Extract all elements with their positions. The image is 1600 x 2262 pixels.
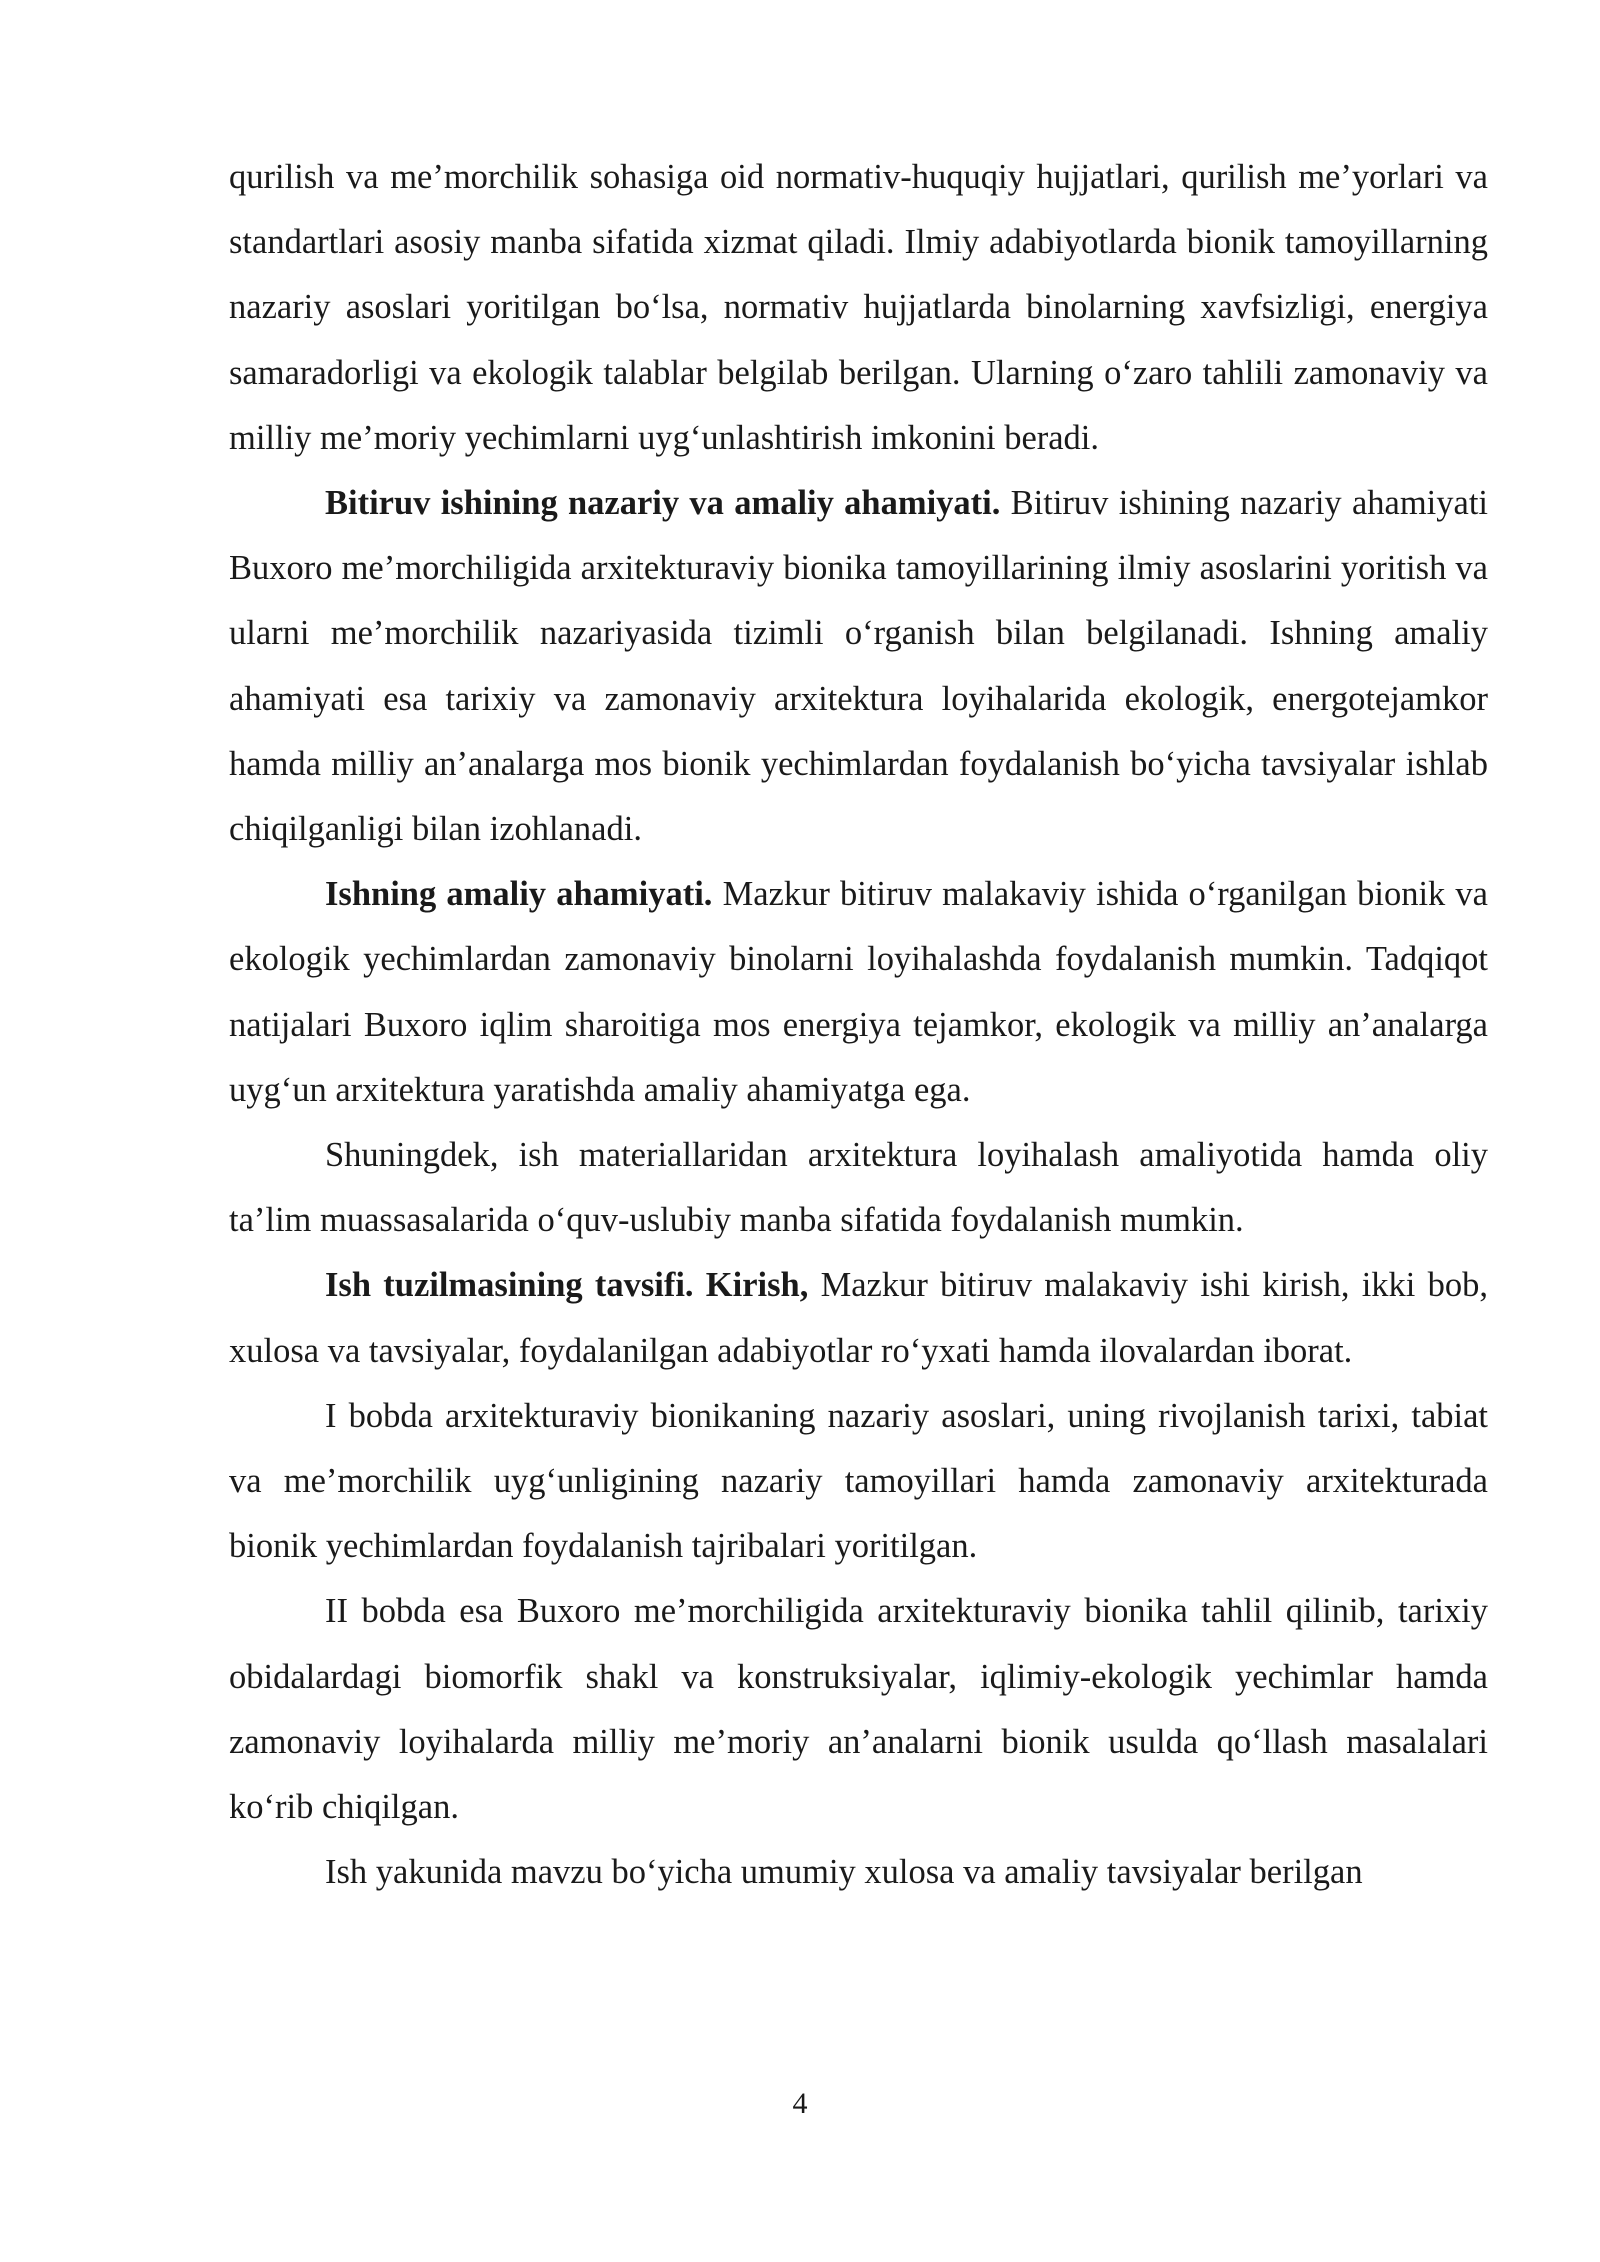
paragraph-heading: Bitiruv ishining nazariy va amaliy ahamiyati. [325,484,1001,523]
paragraph-heading: Ishning amaliy ahamiyati. [325,875,713,914]
paragraph-educational-use [229,1123,1488,1253]
paragraph-conclusion-start [229,1840,1488,1905]
paragraph-heading: Ish tuzilmasining tavsifi. Kirish, [325,1266,809,1305]
paragraph-chapter-one [229,1384,1488,1580]
document-body [229,145,1488,1905]
page-number: 4 [792,2087,808,2120]
paragraph-practical-significance [229,862,1488,1123]
paragraph-chapter-two [229,1579,1488,1840]
paragraph-text: Mazkur bitiruv malakaviy ishi kirish, ikki bob, xulosa va tavsiyalar, foydalanilgan adabiyotlar ro‘yxati hamda ilovalardan iborat. [229,1266,1488,1370]
paragraph-text: Mazkur bitiruv malakaviy ishida o‘rganilgan bionik va ekologik yechimlardan zamonaviy binolarni loyihalashda foydalanish mumkin. Tadqiqot natijalari Buxoro iqlim sharoitiga mos energiya tejamkor, ekologik va milliy an’analarga uyg‘un arxitektura yaratishda amaliy ahamiyatga ega. [229,875,1488,1109]
paragraph-text: Bitiruv ishining nazariy ahamiyati Buxoro me’morchiligida arxitekturaviy bionika tamoyillarining ilmiy asoslarini yoritish va ularni me’morchilik nazariyasida tizimli o‘rganish bilan belgilanadi. Ishning amaliy ahamiyati esa tarixiy va zamonaviy arxitektura loyihalarida ekologik, energotejamkor hamda milliy an’analarga mos bionik yechimlardan foydalanish bo‘yicha tavsiyalar ishlab chiqilganligi bilan izohlanadi. [229,484,1488,849]
paragraph-work-structure [229,1253,1488,1383]
paragraph-theoretical-practical-significance [229,471,1488,862]
paragraph-text: II bobda esa Buxoro me’morchiligida arxitekturaviy bionika tahlil qilinib, tarixiy obidalardagi biomorfik shakl va konstruksiyalar, iqlimiy-ekologik yechimlar hamda zamonaviy loyihalarda milliy me’moriy an’analarni bionik usulda qo‘llash masalalari ko‘rib chiqilgan. [229,1592,1488,1827]
paragraph-text: I bobda arxitekturaviy bionikaning nazariy asoslari, uning rivojlanish tarixi, tabiat va me’morchilik uyg‘unligining nazariy tamoyillari hamda zamonaviy arxitekturada bionik yechimlardan foydalanish tajribalari yoritilgan. [229,1396,1488,1566]
paragraph-normative-sources [229,145,1488,471]
paragraph-text: Ish yakunida mavzu bo‘yicha umumiy xulosa va amaliy tavsiyalar berilgan [325,1853,1363,1892]
paragraph-text: qurilish va me’morchilik sohasiga oid normativ-huquqiy hujjatlari, qurilish me’yorlari va standartlari asosiy manba sifatida xizmat qiladi. Ilmiy adabiyotlarda bionik tamoyillarning nazariy asoslari yoritilgan bo‘lsa, normativ hujjatlarda binolarning xavfsizligi, energiya samaradorligi va ekologik talablar belgilab berilgan. Ularning o‘zaro tahlili zamonaviy va milliy me’moriy yechimlarni uyg‘unlashtirish imkonini beradi. [229,158,1488,457]
paragraph-text: Shuningdek, ish materiallaridan arxitektura loyihalash amaliyotida hamda oliy ta’lim muassasalarida o‘quv-uslubiy manba sifatida foydalanish mumkin. [229,1136,1488,1240]
